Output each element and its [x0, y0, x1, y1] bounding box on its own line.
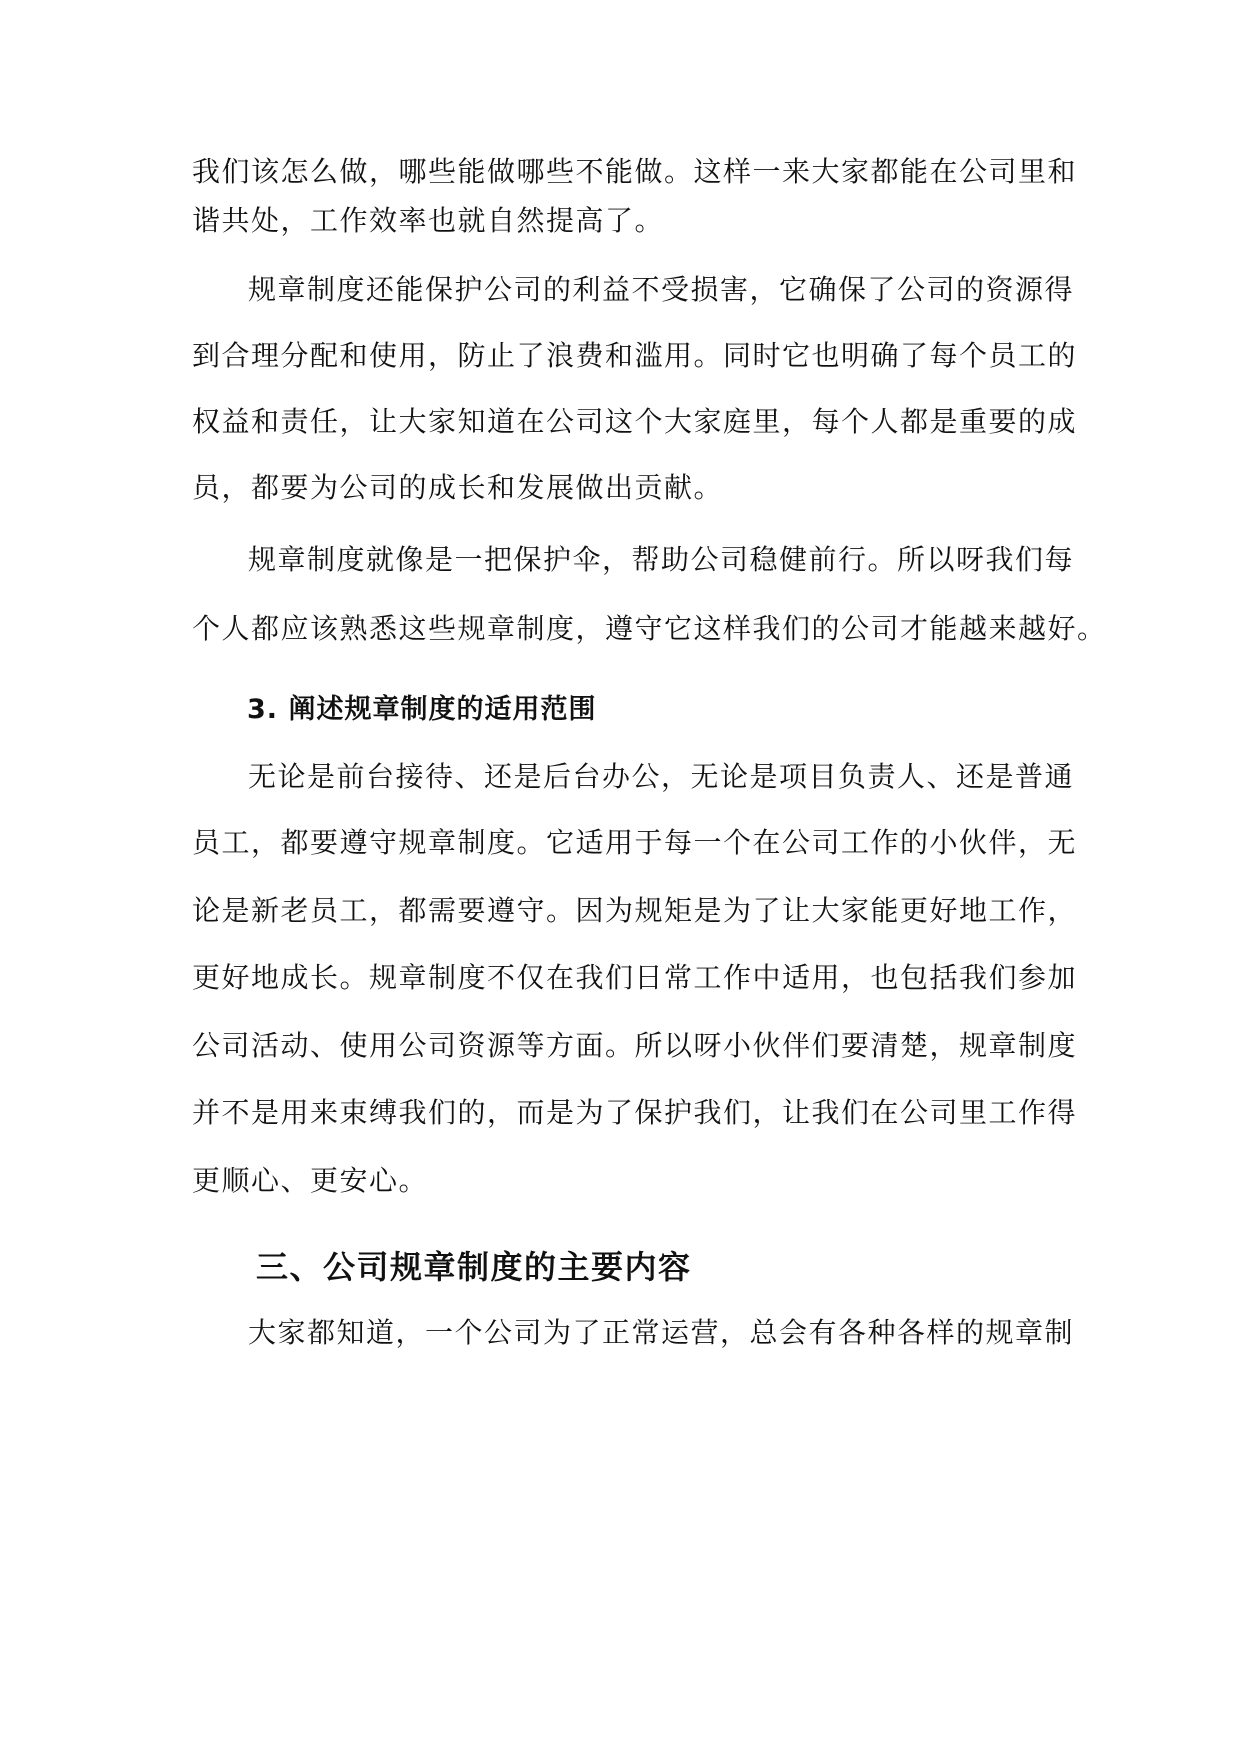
paragraph-line: 并不是用来束缚我们的，而是为了保护我们，让我们在公司里工作得	[192, 1096, 1078, 1129]
paragraph-line: 更好地成长。规章制度不仅在我们日常工作中适用，也包括我们参加	[192, 961, 1078, 994]
paragraph-line: 大家都知道，一个公司为了正常运营，总会有各种各样的规章制	[248, 1316, 1075, 1349]
section-heading: 3. 阐述规章制度的适用范围	[247, 694, 597, 725]
paragraph-line: 个人都应该熟悉这些规章制度，遵守它这样我们的公司才能越来越好。	[192, 612, 1107, 645]
paragraph-line: 到合理分配和使用，防止了浪费和滥用。同时它也明确了每个员工的	[192, 339, 1078, 372]
paragraph-line: 谐共处，工作效率也就自然提高了。	[192, 204, 665, 237]
paragraph-line: 规章制度就像是一把保护伞，帮助公司稳健前行。所以呀我们每	[248, 543, 1075, 576]
paragraph-line: 更顺心、更安心。	[192, 1164, 429, 1197]
paragraph-line: 员工，都要遵守规章制度。它适用于每一个在公司工作的小伙伴，无	[192, 826, 1078, 859]
paragraph-line: 我们该怎么做，哪些能做哪些不能做。这样一来大家都能在公司里和	[192, 155, 1078, 188]
paragraph-line: 论是新老员工，都需要遵守。因为规矩是为了让大家能更好地工作，	[192, 894, 1078, 927]
paragraph-line: 公司活动、使用公司资源等方面。所以呀小伙伴们要清楚，规章制度	[192, 1029, 1078, 1062]
paragraph-line: 无论是前台接待、还是后台办公，无论是项目负责人、还是普通	[248, 760, 1075, 793]
paragraph-line: 规章制度还能保护公司的利益不受损害，它确保了公司的资源得	[248, 273, 1075, 306]
paragraph-line: 员，都要为公司的成长和发展做出贡献。	[192, 471, 724, 504]
paragraph-line: 权益和责任，让大家知道在公司这个大家庭里，每个人都是重要的成	[192, 405, 1078, 438]
chapter-heading: 三、公司规章制度的主要内容	[256, 1248, 692, 1286]
